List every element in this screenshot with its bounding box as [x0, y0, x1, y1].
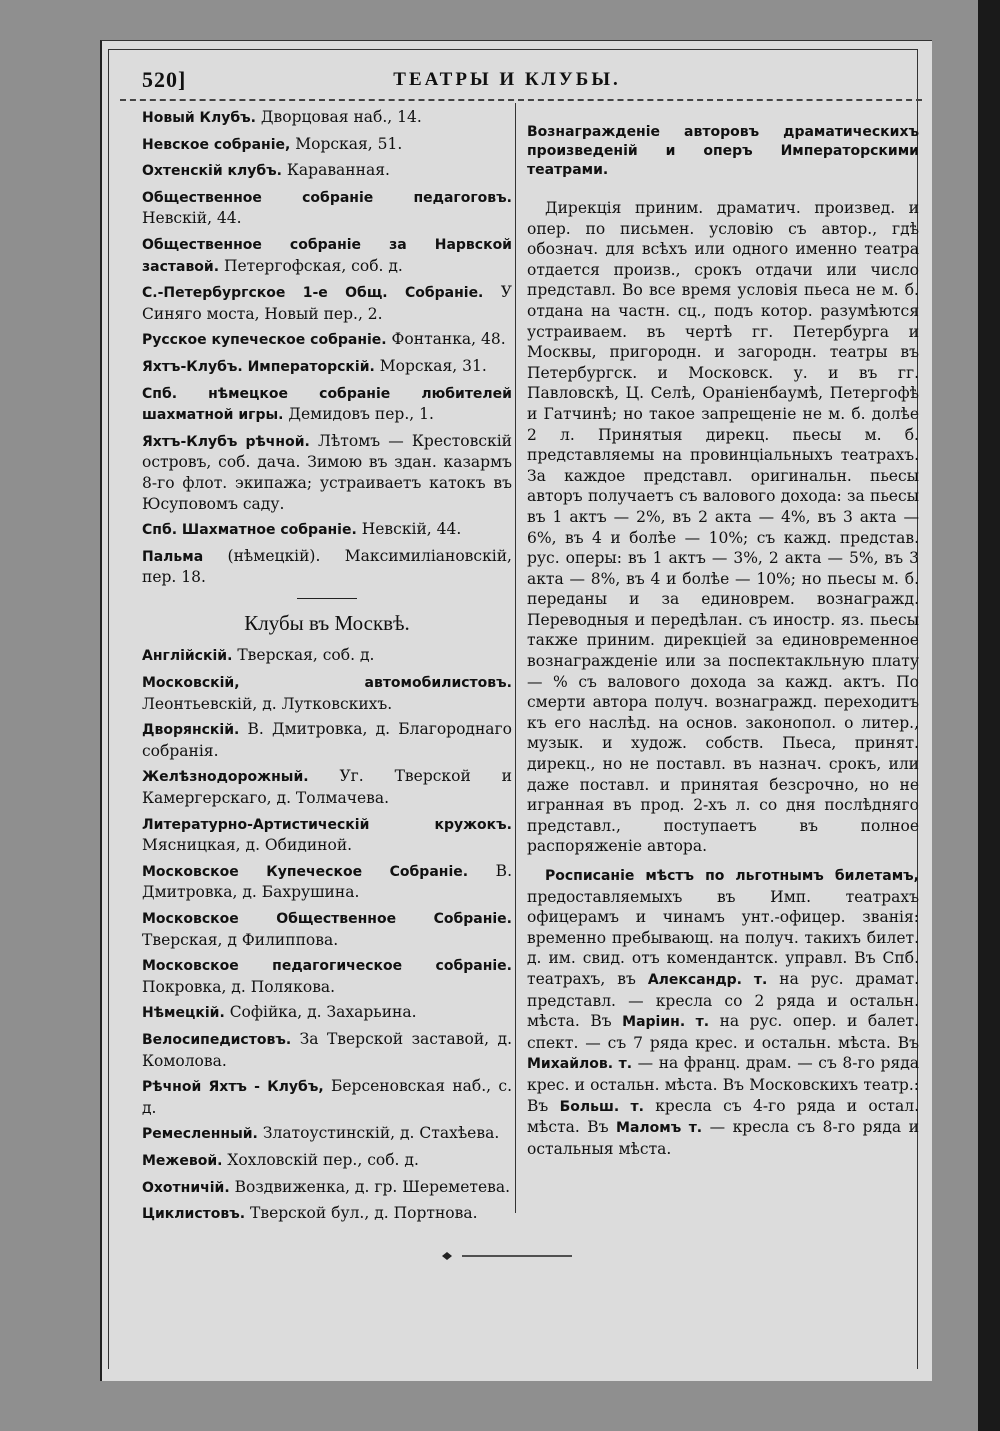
tickets-paragraph — [527, 865, 919, 1159]
club-entry — [142, 814, 512, 856]
club-address: Невскій, 44. — [142, 209, 242, 228]
club-name: Велосипедистовъ. — [142, 1031, 292, 1048]
club-address: Лѣтомъ — Крестовскій островъ, соб. дача. Зимою въ здан. казармъ 8-го флот. экипажа; устраиваетъ катокъ въ Юсуповомъ саду. — [142, 431, 512, 513]
club-entry — [142, 431, 512, 514]
alexandr-theatre: Александр. т. — [647, 971, 768, 988]
club-entry — [142, 1002, 512, 1024]
club-name: Московское педагогическое собраніе. — [142, 958, 512, 975]
club-entry — [142, 719, 512, 761]
club-address: Дворцовая наб., 14. — [255, 108, 422, 126]
club-address: Петергофская, соб. д. — [219, 256, 403, 275]
club-entry — [142, 1150, 512, 1172]
running-title: ТЕАТРЫ И КЛУБЫ. — [393, 69, 621, 90]
moscow-section-title: Клубы въ Москвѣ. — [244, 610, 410, 635]
club-name: Русское купеческое собраніе. — [142, 332, 387, 349]
tickets-lead: Росписаніе мѣстъ по льготнымъ билетамъ, — [545, 868, 919, 884]
club-address: Караванная. — [282, 161, 390, 180]
moscow-clubs-list — [142, 645, 512, 1224]
club-entry — [142, 861, 512, 903]
club-name: Общественное собраніе педагоговъ. — [142, 189, 512, 206]
club-entry — [142, 955, 512, 997]
club-name: Новый Клубъ. — [142, 110, 256, 126]
page-header — [142, 67, 872, 97]
club-name: Охотничій. — [142, 1179, 230, 1196]
club-entry — [142, 187, 512, 229]
club-name: Московскій, автомобилистовъ. — [142, 675, 512, 692]
club-address: Покровка, д. Полякова. — [142, 977, 336, 996]
club-name: Спб. Шахматное собраніе. — [142, 522, 357, 539]
club-address: Демидовъ пер., 1. — [283, 405, 434, 424]
club-entry — [142, 282, 512, 324]
club-address: Морская, 51. — [290, 134, 403, 153]
club-name: Московское Общественное Собраніе. — [142, 911, 512, 927]
section-divider — [297, 598, 357, 599]
club-entry — [142, 1177, 512, 1199]
club-entry — [142, 383, 512, 426]
header-rule — [120, 99, 922, 101]
club-name: Дворянскій. — [142, 722, 240, 739]
mariin-theatre: Маріин. т. — [622, 1014, 710, 1031]
club-address: Златоустинскій, д. Стахѣева. — [257, 1124, 500, 1143]
club-name: Рѣчной Яхтъ - Клубъ, — [142, 1079, 324, 1096]
club-name: Литературно-Артистическій кружокъ. — [142, 816, 512, 833]
club-entry — [142, 766, 512, 808]
club-name: Невское собраніе, — [142, 136, 291, 153]
club-name: Нѣмецкій. — [142, 1005, 225, 1022]
club-address: (нѣмецкій). Максимиліановскій, пер. 18. — [142, 546, 512, 587]
scan-edge — [978, 0, 1000, 1431]
club-name: С.-Петербургское 1-е Общ. Собраніе. — [142, 285, 484, 302]
column-separator — [515, 103, 516, 1213]
club-entry — [142, 519, 512, 541]
remuneration-paragraph: Дирекція приним. драматич. произвед. и опер. по письмен. условію съ автор., гдѣ обознач. для всѣхъ или одного именно театра отдается произв., срокъ отдачи или число представл. Во все время условія пьеса не м. б. отдана на частн. сц., подъ котор. разумѣются устраиваем. въ чертѣ гг. Петербурга и Москвы, пригородн. и загородн. театры въ Петербургск. и Московск. у. и въ гг. Павловскѣ, Ц. Селѣ, Оранiенбаумѣ, Петергофѣ и Гатчинѣ; но такое запрещеніе не м. б. долѣе 2 л. Принятыя дирекц. пьесы м. б. представляемы на провинціальныхъ театрахъ. За каждое представл. оригинальн. пьесы авторъ получаетъ съ валового дохода: за пьесы въ 1 актъ — 2%, въ 2 акта — 4%, въ 3 акта — 6%, въ 4 и болѣе — 10%; съ кажд. представ. рус. оперы: въ 1 актъ — 3%, 2 акта — 5%, въ 3 акта — 8%, въ 4 и болѣе — 10%; но пьесы м. б. переданы и за единоврем. вознагражд. Переводныя и передѣлан. съ иностр. яз. пьесы также приним. дирекціей за единовременное вознагражденіе или за поспектакльную плату — % съ валового дохода за кажд. актъ. По смерти автора получ. вознагражд. переходитъ къ его наслѣд. на основ. законопол. о литер., музык. и худож. собств. Пьеса, принят. дирекц., но не поставл. въ назнач. срокъ, или даже поставл. и принятая безсрочно, но не игранная въ прод. 2-хъ л. со дня послѣдняго представл., поступаетъ въ полное распоряженіе автора. — [527, 199, 919, 856]
club-address: Леонтьевскій, д. Лутковскихъ. — [142, 694, 393, 713]
club-address: Тверская, соб. д. — [232, 646, 375, 665]
club-name: Пальма — [142, 548, 204, 565]
end-ornament — [432, 1249, 592, 1263]
club-entry — [142, 329, 512, 351]
club-address: Воздвиженка, д. гр. Шереметева. — [229, 1177, 511, 1196]
club-address: Уг. Тверской и Камергерскаго, д. Толмачева. — [142, 767, 512, 808]
left-column — [142, 107, 512, 1230]
tickets-text-d: — на франц. драм. — съ 8-го ряда крес. и остальн. мѣста. Въ Московскихъ театр.: Въ — [527, 1054, 920, 1115]
tickets-text-a: предоставляемыхъ въ Имп. театрахъ офицерамъ и чинамъ унт.-офицер. званія: временно пребывающ. на получ. такихъ билет. д. им. свид. отъ комендантск. управл. Въ Спб. театрахъ, въ — [527, 887, 919, 988]
club-name: Московское Купеческое Собраніе. — [142, 863, 469, 880]
club-entry — [142, 234, 512, 277]
club-entry — [142, 1029, 512, 1071]
club-address: Морская, 31. — [374, 356, 487, 375]
club-entry — [142, 1076, 512, 1118]
club-entry — [142, 107, 512, 129]
club-address: Берсеновская наб., с. д. — [142, 1077, 513, 1117]
club-name: Охтенскій клубъ. — [142, 163, 282, 180]
club-address: Тверской бул., д. Портнова. — [245, 1204, 478, 1223]
club-address: За Тверской заставой, д. Комолова. — [142, 1029, 512, 1070]
club-name: Яхтъ-Клубъ. Императорскій. — [142, 358, 375, 375]
club-entry — [142, 908, 512, 950]
club-name: Ремесленный. — [142, 1126, 258, 1143]
club-entry — [142, 134, 512, 156]
remuneration-title: Вознагражденіе авторовъ драматическихъ произведеній и оперъ Императорскими театрами. — [527, 124, 919, 178]
tickets-text-c: на рус. опер. и балет. спект. — съ 7 ряда крес. и остальн. мѣста. Въ — [527, 1012, 920, 1052]
right-column — [527, 123, 919, 1167]
club-name: Межевой. — [142, 1152, 223, 1169]
club-name: Общественное собраніе за Нарвской заставой. — [142, 236, 512, 275]
bolsh-theatre: Больш. т. — [559, 1098, 644, 1115]
club-address: В. Дмитровка, д. Бахрушина. — [142, 861, 512, 902]
club-entry — [142, 1203, 512, 1225]
mikhail-theatre: Михайлов. т. — [527, 1056, 633, 1073]
club-name: Яхтъ-Клубъ рѣчной. — [142, 433, 310, 450]
club-address: Софійка, д. Захарьина. — [224, 1003, 417, 1022]
club-entry — [142, 356, 512, 378]
page-number: 520] — [142, 67, 187, 92]
club-name: Циклистовъ. — [142, 1206, 246, 1223]
club-address: Невскій, 44. — [356, 520, 462, 539]
club-address: Хохловскій пер., соб. д. — [222, 1150, 419, 1169]
tickets-text-b: на рус. драмат. представл. — кресла со 2 ряда и остальн. мѣста. Въ — [527, 969, 919, 1031]
club-entry — [142, 672, 512, 714]
club-name: Англійскій. — [142, 648, 233, 665]
spb-clubs-list — [142, 107, 512, 588]
malom-theatre: Маломъ т. — [616, 1120, 703, 1137]
club-address: У Синяго моста, Новый пер., 2. — [142, 283, 512, 323]
tickets-text-e: кресла съ 4-го ряда и остал. мѣста. Въ — [527, 1096, 920, 1137]
club-name: Желѣзнодорожный. — [142, 769, 309, 786]
club-address: Тверская, д Филиппова. — [142, 930, 339, 949]
club-address: Фонтанка, 48. — [386, 330, 506, 349]
tickets-text-f: — кресла съ 8-го ряда и остальныя мѣста. — [527, 1118, 919, 1158]
club-name: Спб. нѣмецкое собраніе любителей шахматной игры. — [142, 385, 512, 424]
club-entry — [142, 1123, 512, 1145]
club-entry — [142, 546, 512, 588]
club-address: В. Дмитровка, д. Благороднаго собранія. — [142, 720, 512, 760]
club-entry — [142, 160, 512, 182]
book-page — [100, 40, 932, 1381]
club-address: Мясницкая, д. Обидиной. — [142, 836, 353, 855]
club-entry — [142, 645, 512, 667]
